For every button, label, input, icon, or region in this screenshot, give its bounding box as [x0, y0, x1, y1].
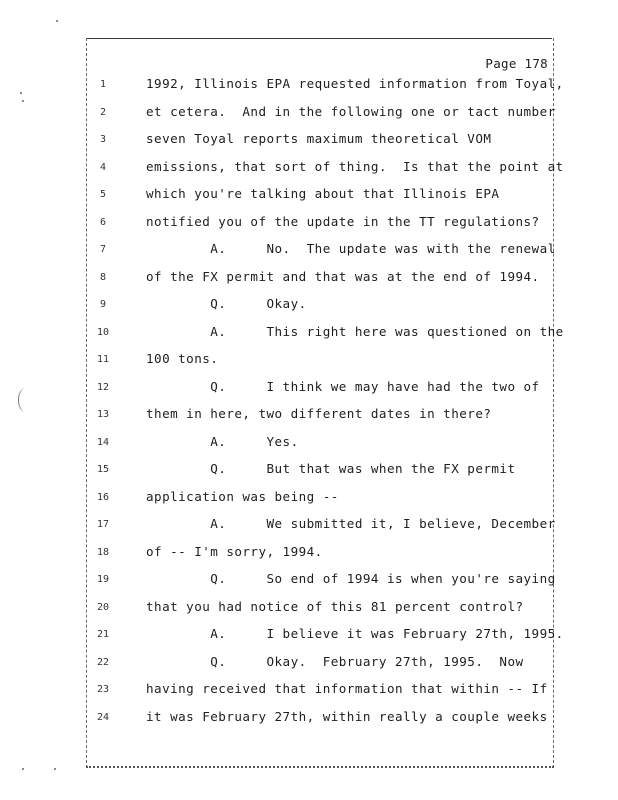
- transcript-line: [0, 406, 618, 426]
- line-text: A. I believe it was February 27th, 1995.: [146, 626, 564, 641]
- transcript-line: [0, 351, 618, 371]
- page-number: Page 178: [485, 56, 548, 71]
- transcript-line: [0, 159, 618, 179]
- line-number: 7: [99, 244, 107, 255]
- transcript-line: [0, 516, 618, 536]
- scan-speck: [22, 100, 24, 102]
- transcript-line: [0, 269, 618, 289]
- line-number: 8: [99, 271, 107, 283]
- transcript-line: [0, 654, 618, 674]
- line-number: 3: [99, 134, 107, 145]
- line-text: having received that information that within -- If: [146, 681, 548, 696]
- transcript-line: [0, 379, 618, 399]
- line-text: seven Toyal reports maximum theoretical VOM: [146, 131, 492, 146]
- line-number: 1: [99, 79, 107, 90]
- transcript-line: [0, 544, 618, 564]
- bottom-rule: [86, 766, 554, 768]
- transcript-line: [0, 571, 618, 591]
- line-text: notified you of the update in the TT regulations?: [146, 213, 540, 229]
- line-text: application was being --: [146, 488, 339, 504]
- transcript-line: [0, 324, 618, 344]
- line-number: 4: [99, 161, 107, 173]
- line-text: of the FX permit and that was at the end of 1994.: [146, 268, 540, 284]
- top-rule: [86, 38, 552, 39]
- transcript-line: [0, 296, 618, 316]
- line-number: 13: [96, 409, 110, 420]
- line-number: 12: [96, 381, 110, 393]
- line-text: 100 tons.: [146, 351, 219, 366]
- line-text: Q. I think we may have had the two of: [146, 378, 540, 394]
- transcript-line: [0, 186, 618, 206]
- line-number: 15: [96, 464, 110, 475]
- line-number: 6: [99, 216, 107, 228]
- line-text: emissions, that sort of thing. Is that the point at: [146, 158, 564, 174]
- line-number: 19: [96, 574, 110, 585]
- line-text: that you had notice of this 81 percent control?: [146, 598, 524, 614]
- line-text: 1992, Illinois EPA requested information from Toyal,: [146, 76, 564, 91]
- scan-speck: [54, 768, 56, 770]
- transcript-line: [0, 709, 618, 729]
- transcript-line: [0, 241, 618, 261]
- line-text: Q. So end of 1994 is when you're saying: [146, 571, 556, 586]
- transcript-line: [0, 489, 618, 509]
- line-number: 16: [96, 491, 110, 503]
- scan-speck: [22, 768, 24, 770]
- line-number: 5: [99, 189, 107, 200]
- line-number: 2: [99, 106, 107, 118]
- line-number: 17: [96, 519, 110, 530]
- scan-speck: [56, 20, 58, 22]
- line-text: Q. Okay.: [146, 296, 307, 311]
- transcript-line: [0, 626, 618, 646]
- line-number: 24: [96, 711, 110, 723]
- transcript-line: [0, 681, 618, 701]
- transcript-line: [0, 131, 618, 151]
- line-text: A. We submitted it, I believe, December: [146, 516, 556, 531]
- line-text: Q. Okay. February 27th, 1995. Now: [146, 653, 524, 669]
- line-number: 23: [96, 684, 110, 695]
- line-number: 9: [99, 299, 107, 310]
- line-text: A. Yes.: [146, 433, 299, 449]
- transcript-line: [0, 104, 618, 124]
- line-number: 20: [96, 601, 110, 613]
- line-number: 10: [96, 326, 110, 338]
- transcript-line: [0, 214, 618, 234]
- transcript-line: [0, 76, 618, 96]
- transcript-line: [0, 461, 618, 481]
- line-number: 22: [96, 656, 110, 668]
- line-text: A. No. The update was with the renewal: [146, 241, 556, 256]
- line-text: which you're talking about that Illinois EPA: [146, 186, 500, 201]
- transcript-line: [0, 599, 618, 619]
- line-text: them in here, two different dates in there?: [146, 406, 492, 421]
- line-text: of -- I'm sorry, 1994.: [146, 543, 323, 559]
- line-number: 18: [96, 546, 110, 558]
- line-text: A. This right here was questioned on the: [146, 323, 564, 339]
- transcript-line: [0, 434, 618, 454]
- line-number: 21: [96, 629, 110, 640]
- line-number: 14: [96, 436, 110, 448]
- line-text: Q. But that was when the FX permit: [146, 461, 516, 476]
- line-text: et cetera. And in the following one or tact number: [146, 103, 556, 119]
- line-text: it was February 27th, within really a couple weeks: [146, 708, 548, 724]
- line-number: 11: [96, 354, 110, 365]
